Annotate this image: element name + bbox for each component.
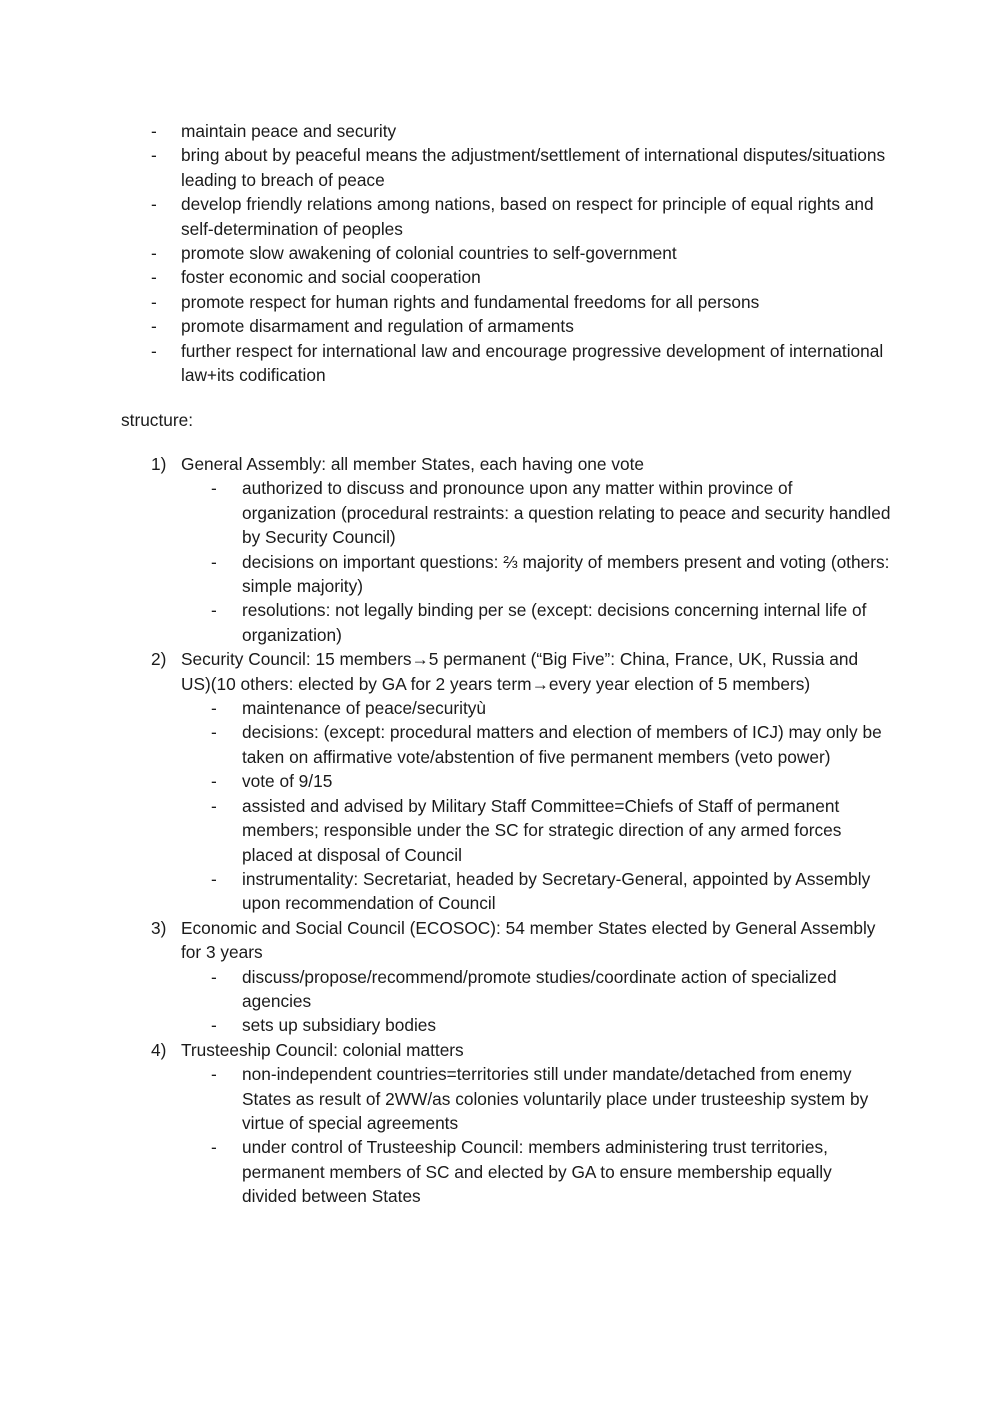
dash-marker: - [211, 771, 217, 792]
list-item-text: decisions on important questions: ⅔ majority of members present and voting (others: simple majority) [242, 551, 890, 597]
list-item-text: sets up subsidiary bodies [242, 1015, 437, 1036]
organ-title: General Assembly: all member States, each having one vote [181, 454, 644, 474]
dash-marker: - [211, 600, 217, 621]
list-item [151, 290, 891, 314]
dash-marker: - [211, 795, 217, 816]
list-item [181, 794, 891, 867]
list-item-text: authorized to discuss and pronounce upon any matter within province of organization (procedural restraints: a question relating to peace and security handled by Security Council) [242, 478, 891, 548]
list-item-text: vote of 9/15 [242, 771, 333, 792]
dash-marker: - [211, 868, 217, 889]
list-item [181, 696, 891, 720]
dash-marker: - [211, 551, 217, 572]
list-item-text: discuss/propose/recommend/promote studies/coordinate action of specialized agencies [242, 966, 837, 1011]
list-item [151, 339, 891, 388]
list-item [181, 965, 891, 1014]
organ-title: Trusteeship Council: colonial matters [181, 1039, 464, 1060]
list-item [151, 119, 891, 143]
dash-marker: - [151, 291, 157, 312]
list-item-text: non-independent countries=territories still under mandate/detached from enemy States as result of 2WW/as colonies voluntarily place under trusteeship system by virtue of special agreements [242, 1064, 869, 1133]
list-item-text: decisions: (except: procedural matters and election of members of ICJ) may only be taken on affirmative vote/abstention of five permanent members (veto power) [242, 722, 882, 767]
list-item-text: assisted and advised by Military Staff Committee=Chiefs of Staff of permanent members; responsible under the SC for strategic direction of any armed forces placed at disposal of Council [242, 795, 842, 865]
list-item [181, 476, 891, 549]
organ-item-trusteeship-council [151, 1038, 891, 1209]
list-item-text: promote slow awakening of colonial countries to self-government [181, 243, 677, 264]
list-item [151, 143, 891, 192]
organ-points [181, 696, 891, 916]
list-number: 1) [151, 454, 167, 474]
dash-marker: - [151, 194, 157, 215]
dash-marker: - [151, 121, 157, 141]
dash-marker: - [151, 145, 157, 166]
dash-marker: - [211, 698, 217, 719]
organ-item-general-assembly [151, 452, 891, 647]
organ-title: Security Council: 15 members→5 permanent (“Big Five”: China, France, UK, Russia and US)(10 others: elected by GA for 2 years term→every year election of 5 members) [181, 649, 859, 694]
list-item [181, 550, 891, 599]
list-item-text: instrumentality: Secretariat, headed by Secretary-General, appointed by Assembly upon recommendation of Council [242, 868, 871, 914]
list-item-text: under control of Trusteeship Council: members administering trust territories, permanent members of SC and elected by GA to ensure membership equally divided between States [242, 1137, 832, 1207]
list-item-text: further respect for international law and encourage progressive development of international law+its codification [181, 340, 884, 386]
list-number: 4) [151, 1039, 167, 1060]
dash-marker: - [211, 1015, 217, 1036]
dash-marker: - [211, 1137, 217, 1158]
list-item [181, 769, 891, 793]
organ-item-security-council [151, 647, 891, 915]
list-item-text: foster economic and social cooperation [181, 267, 481, 288]
list-item [151, 192, 891, 241]
list-item-text: promote disarmament and regulation of armaments [181, 316, 574, 337]
structure-heading: structure: [121, 410, 194, 430]
list-item-text: bring about by peaceful means the adjustment/settlement of international disputes/situations leading to breach of peace [181, 145, 886, 190]
dash-marker: - [151, 267, 157, 288]
list-item-text: resolutions: not legally binding per se (except: decisions concerning internal life of organization) [242, 600, 867, 645]
organ-points [181, 476, 891, 647]
list-number: 2) [151, 649, 167, 670]
list-item [181, 720, 891, 769]
structure-list [151, 452, 891, 1209]
list-item [181, 598, 891, 647]
list-item-text: maintenance of peace/securityù [242, 698, 487, 719]
dash-marker: - [211, 722, 217, 743]
dash-marker: - [151, 243, 157, 264]
dash-marker: - [211, 1064, 217, 1085]
organ-points [181, 965, 891, 1038]
list-item [181, 1135, 891, 1208]
list-item-text: maintain peace and security [181, 121, 397, 141]
list-number: 3) [151, 917, 167, 938]
list-item-text: promote respect for human rights and fundamental freedoms for all persons [181, 291, 760, 312]
purposes-list [151, 119, 891, 387]
list-item [181, 1062, 891, 1135]
dash-marker: - [211, 966, 217, 987]
list-item-text: develop friendly relations among nations, based on respect for principle of equal rights and self-determination of peoples [181, 194, 874, 239]
list-item [181, 867, 891, 916]
organ-points [181, 1062, 891, 1208]
dash-marker: - [151, 340, 157, 361]
organ-item-ecosoc [151, 916, 891, 1038]
dash-marker: - [151, 316, 157, 337]
list-item [181, 1013, 891, 1037]
list-item [151, 241, 891, 265]
organ-title: Economic and Social Council (ECOSOC): 54 member States elected by General Assembly for 3 years [181, 917, 876, 963]
dash-marker: - [211, 478, 217, 499]
list-item [151, 314, 891, 338]
list-item [151, 265, 891, 289]
